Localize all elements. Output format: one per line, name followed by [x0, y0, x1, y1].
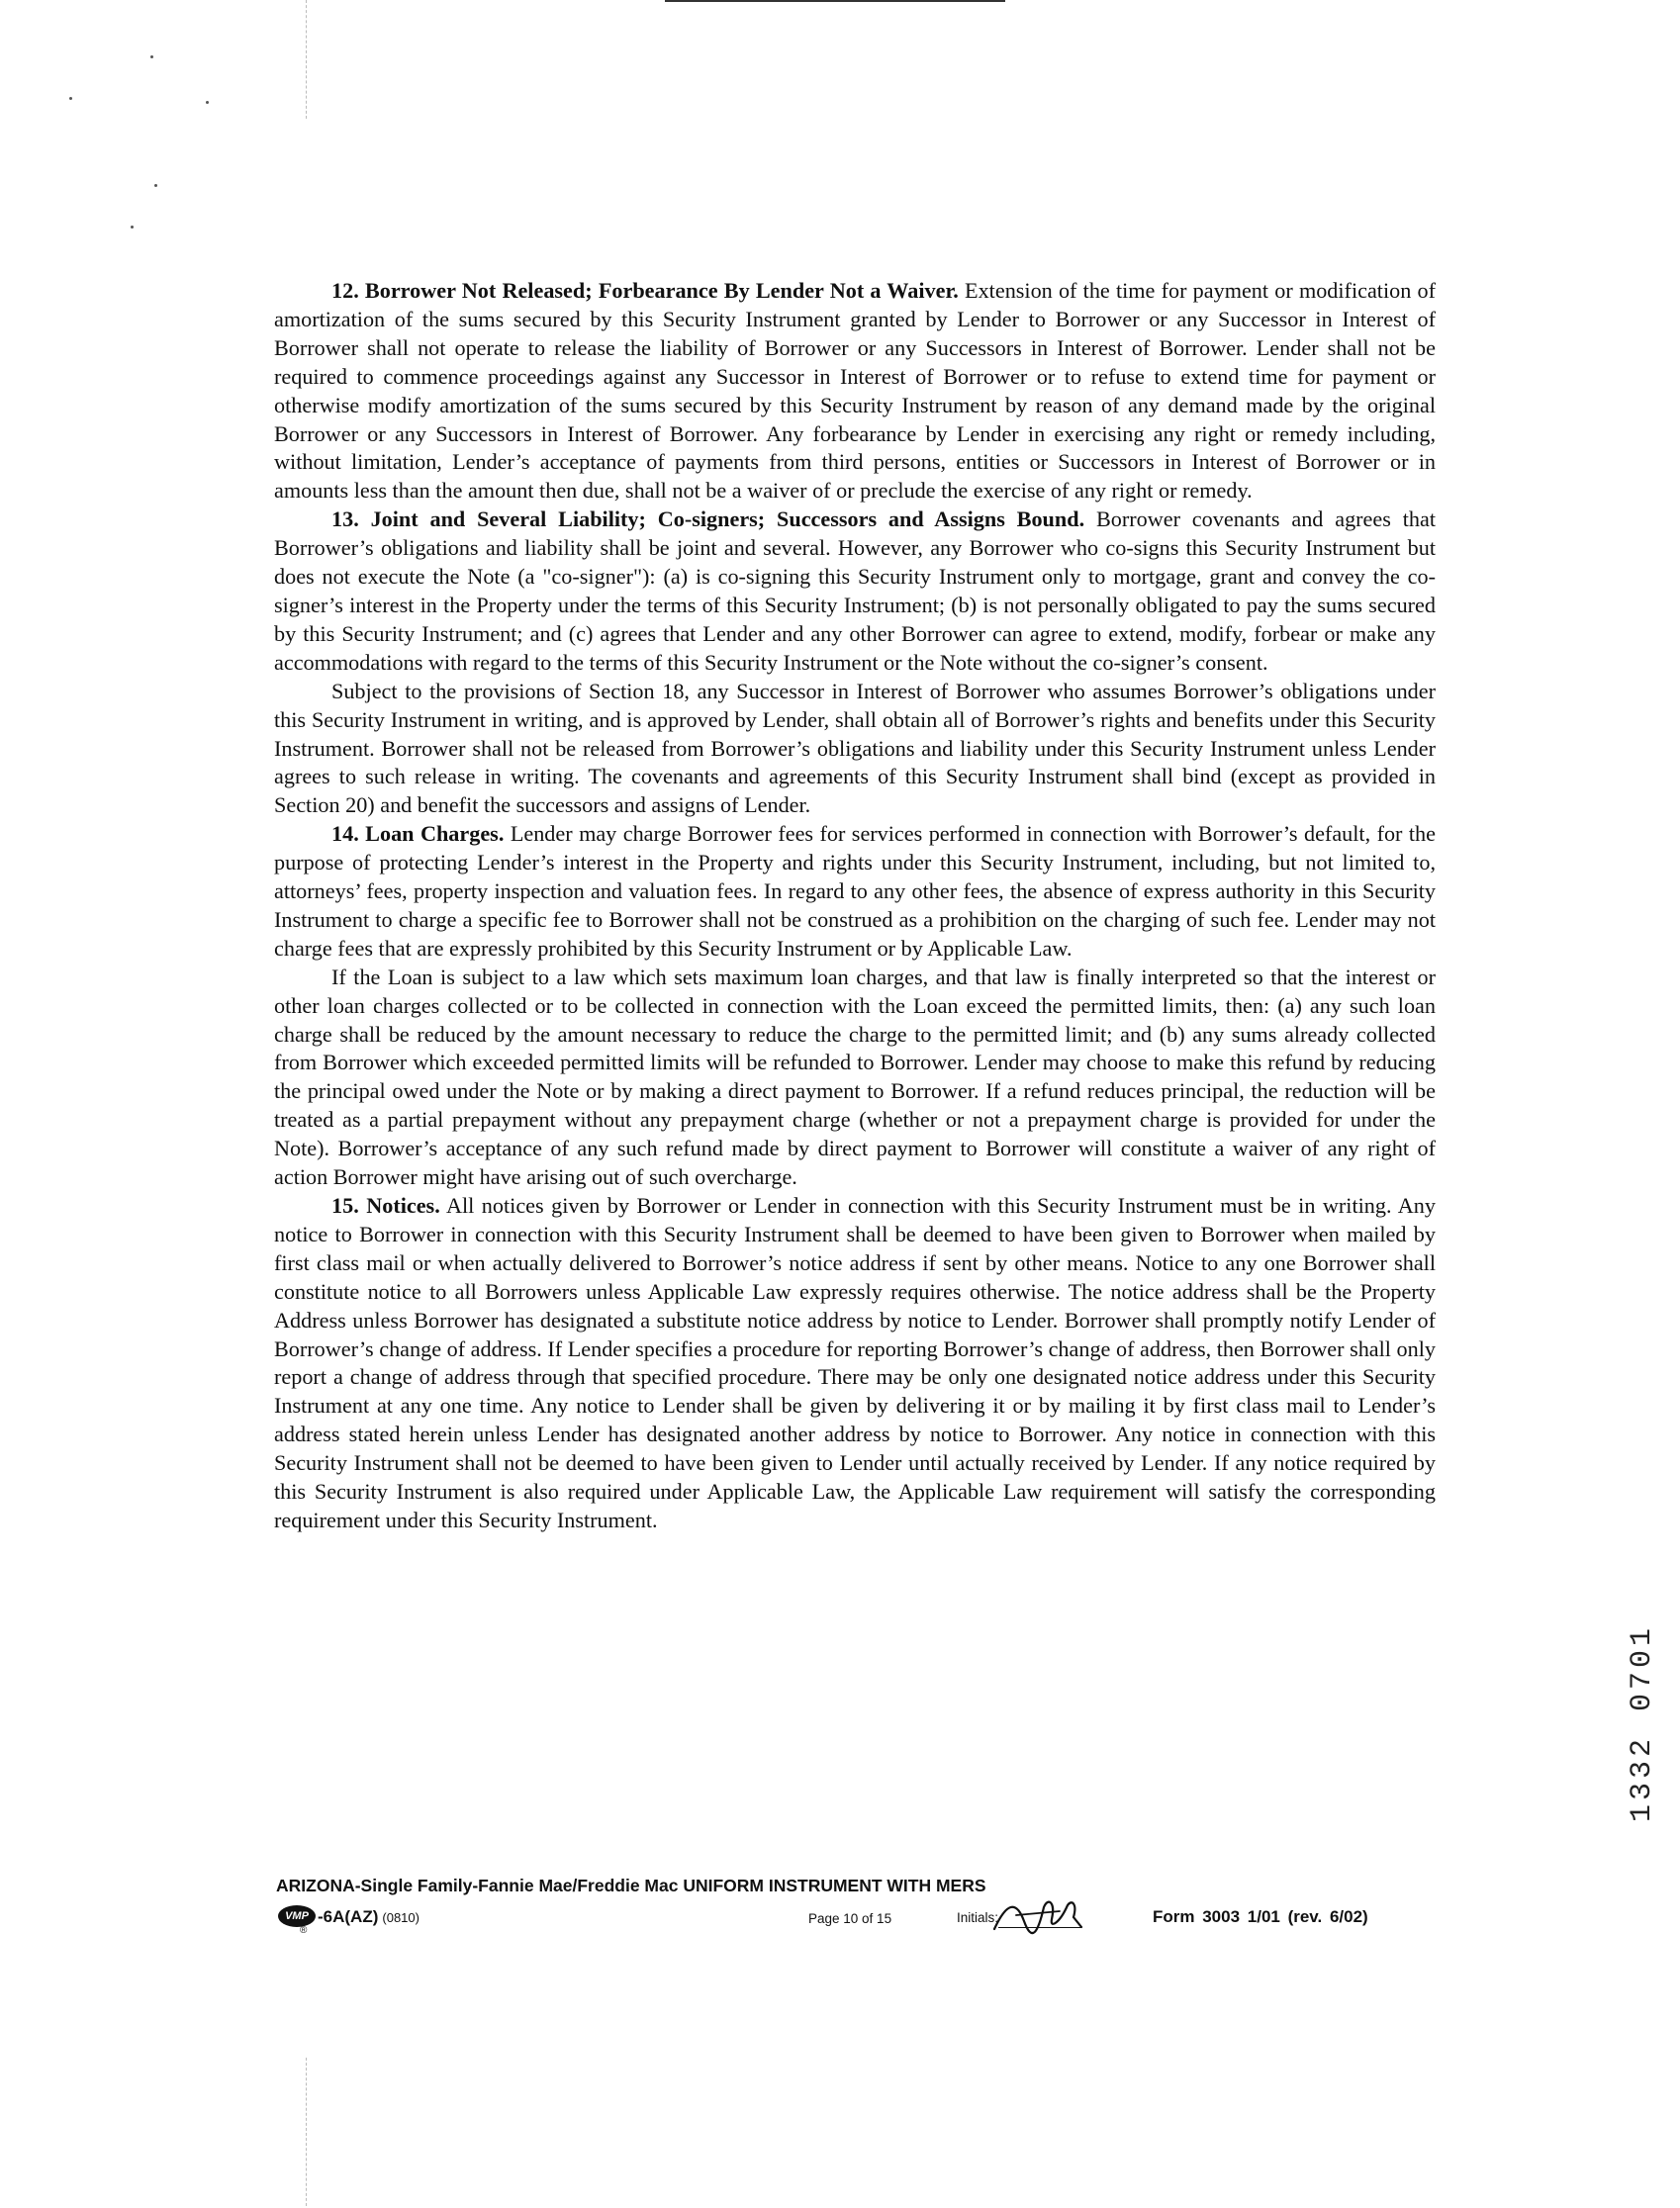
form-code	[318, 1907, 420, 1927]
paragraph-text: Lender may charge Borrower fees for services performed in connection with Borrower’s default, for the purpose of protecting Lender’s interest in the Property and rights under this Security Instrument, including, but not limited to, attorneys’ fees, property inspection and valuation fees. In regard to any other fees, the absence of express authority in this Security Instrument to charge a specific fee to Borrower shall not be construed as a prohibition on the charging of such fee. Lender may not charge fees that are expressly prohibited by this Security Instrument or by Applicable Law.	[274, 821, 1436, 961]
stamp-part: 1332	[1626, 1735, 1659, 1823]
scan-speck	[206, 101, 209, 104]
scan-speck	[69, 97, 72, 100]
recording-number-stamp	[1626, 1601, 1659, 1822]
page-footer	[276, 1876, 1439, 1935]
vmp-logo: VMP	[278, 1905, 316, 1927]
section-heading: 14. Loan Charges.	[331, 821, 505, 847]
top-scan-rule	[665, 0, 1005, 2]
scan-dashed-mark	[306, 2058, 307, 2206]
document-body	[274, 277, 1436, 1535]
paragraph-text: Subject to the provisions of Section 18, any Successor in Interest of Borrower who assumes Borrower’s obligations under this Security Instrument in writing, and is approved by Lender, shall obtain all of Borrower’s rights and benefits under this Security Instrument. Borrower shall not be released from Borrower’s obligations and liability under this Security Instrument unless Lender agrees to such release in writing. The covenants and agreements of this Security Instrument shall bind (except as provided in Section 20) and benefit the successors and assigns of Lender.	[274, 678, 1436, 818]
registered-mark: ®	[300, 1925, 308, 1936]
paragraph-14	[274, 820, 1436, 964]
scan-speck	[154, 184, 157, 187]
paragraph-14-continued	[274, 964, 1436, 1192]
paragraph-15	[274, 1192, 1436, 1535]
section-heading: 15. Notices.	[331, 1193, 440, 1218]
scan-speck	[150, 55, 153, 58]
paragraph-text: Borrower covenants and agrees that Borrower’s obligations and liability shall be joint and several. However, any Borrower who co-signs this Security Instrument but does not execute the Note (a "co-signer"): (a) is co-signing this Security Instrument only to mortgage, grant and convey the co-signer’s interest in the Property under the terms of this Security Instrument; (b) is not personally obligated to pay the sums secured by this Security Instrument; and (c) agrees that Lender and any other Borrower can agree to extend, modify, forbear or make any accommodations with regard to the terms of this Security Instrument or the Note without the co-signer’s consent.	[274, 506, 1436, 675]
instrument-title: ARIZONA-Single Family-Fannie Mae/Freddie Mac UNIFORM INSTRUMENT WITH MERS	[276, 1876, 986, 1895]
form-code-version: (0810)	[382, 1910, 420, 1925]
paragraph-12	[274, 277, 1436, 506]
page-number: Page 10 of 15	[808, 1911, 892, 1926]
form-code-text: -6A(AZ)	[318, 1907, 379, 1926]
paragraph-text: If the Loan is subject to a law which sets maximum loan charges, and that law is finally interpreted so that the interest or other loan charges collected or to be collected in connection with the Loan exceed the permitted limits, then: (a) any such loan charge shall be reduced by the amount necessary to reduce the charge to the permitted limit; and (b) any sums already collected from Borrower which exceeded permitted limits will be refunded to Borrower. Lender may choose to make this refund by reducing the principal owed under the Note or by making a direct payment to Borrower. If a refund reduces principal, the reduction will be treated as a partial prepayment without any prepayment charge (whether or not a prepayment charge is provided for under the Note). Borrower’s acceptance of any such refund made by direct payment to Borrower will constitute a waiver of any right of action Borrower might have arising out of such overcharge.	[274, 964, 1436, 1190]
paragraph-13-continued	[274, 678, 1436, 821]
paragraph-text: All notices given by Borrower or Lender in connection with this Security Instrument must be in writing. Any notice to Borrower in connection with this Security Instrument shall be deemed to have been given to Borrower when mailed by first class mail or when actually delivered to Borrower’s notice address if sent by other means. Notice to any one Borrower shall constitute notice to all Borrowers unless Applicable Law expressly requires otherwise. The notice address shall be the Property Address unless Borrower has designated a substitute notice address by notice to Lender. Borrower shall promptly notify Lender of Borrower’s change of address. If Lender specifies a procedure for reporting Borrower’s change of address, then Borrower shall only report a change of address through that specified procedure. There may be only one designated notice address under this Security Instrument at any one time. Any notice to Lender shall be given by delivering it or by mailing it by first class mail to Lender’s address stated herein unless Lender has designated another address by notice to Borrower. Any notice in connection with this Security Instrument shall not be deemed to have been given to Lender until actually received by Lender. If any notice required by this Security Instrument is also required under Applicable Law, the Applicable Law requirement will satisfy the corresponding requirement under this Security Instrument.	[274, 1193, 1436, 1532]
scan-speck	[131, 226, 134, 229]
paragraph-13	[274, 506, 1436, 677]
stamp-part: 0701	[1626, 1624, 1659, 1712]
paragraph-text: Extension of the time for payment or modification of amortization of the sums secured by this Security Instrument granted by Lender to Borrower or any Successor in Interest of Borrower shall not operate to release the liability of Borrower or any Successors in Interest of Borrower. Lender shall not be required to commence proceedings against any Successor in Interest of Borrower or to refuse to extend time for payment or otherwise modify amortization of the sums secured by this Security Instrument by reason of any demand made by the original Borrower or any Successors in Interest of Borrower. Any forbearance by Lender in exercising any right or remedy including, without limitation, Lender’s acceptance of payments from third persons, entities or Successors in Interest of Borrower or in amounts less than the amount then due, shall not be a waiver of or preclude the exercise of any right or remedy.	[274, 278, 1437, 504]
section-heading: 13. Joint and Several Liability; Co-signers; Successors and Assigns Bound.	[331, 506, 1085, 532]
initials-signature	[986, 1893, 1095, 1937]
initials-label: Initials:	[957, 1910, 999, 1925]
scan-dashed-mark	[306, 0, 307, 119]
form-number: Form 3003 1/01 (rev. 6/02)	[1153, 1907, 1368, 1926]
section-heading: 12. Borrower Not Released; Forbearance By Lender Not a Waiver.	[331, 278, 959, 303]
